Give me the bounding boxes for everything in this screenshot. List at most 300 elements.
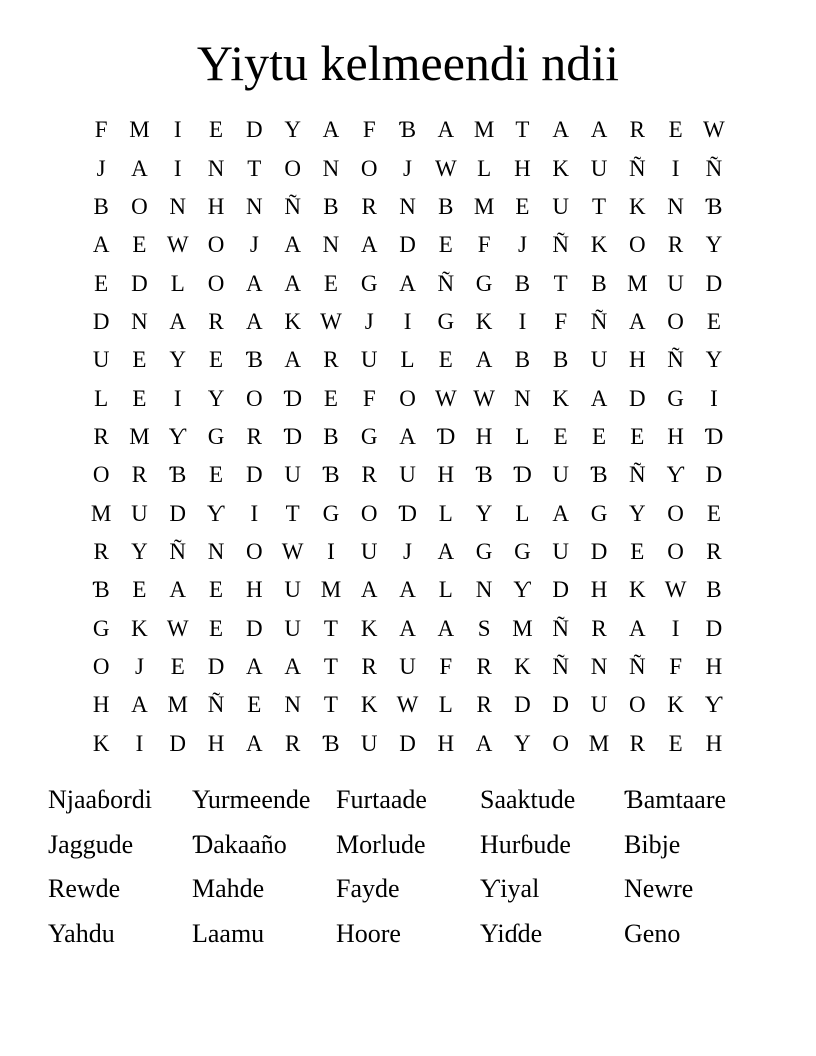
grid-letter: N xyxy=(207,538,225,564)
letter-grid xyxy=(82,111,733,763)
grid-row xyxy=(82,379,733,417)
grid-letter: K xyxy=(514,653,531,679)
grid-letter: Y xyxy=(514,730,531,756)
grid-letter: I xyxy=(250,500,259,526)
grid-letter: W xyxy=(703,117,725,143)
grid-letter: D xyxy=(628,385,646,411)
grid-letter: O xyxy=(552,730,570,756)
grid-letter: D xyxy=(246,117,263,143)
grid-letter: Y xyxy=(475,500,493,526)
grid-letter: N xyxy=(169,193,187,219)
grid-letter: D xyxy=(399,730,416,756)
grid-row xyxy=(82,648,733,686)
grid-letter: O xyxy=(284,155,301,181)
grid-letter: J xyxy=(403,538,412,564)
grid-letter: G xyxy=(360,270,378,296)
grid-letter: R xyxy=(93,423,109,449)
grid-letter: A xyxy=(360,232,378,258)
grid-letter: Ñ xyxy=(628,155,646,181)
grid-letter: A xyxy=(399,615,416,641)
grid-letter: F xyxy=(94,117,108,143)
grid-letter: L xyxy=(438,577,453,603)
grid-letter: E xyxy=(668,730,683,756)
grid-letter: M xyxy=(588,730,610,756)
grid-letter: A xyxy=(475,347,493,373)
grid-letter: O xyxy=(628,692,646,718)
word-list-item: Fayde xyxy=(336,874,400,904)
word-list-item: Yahdu xyxy=(48,919,115,949)
grid-letter: Ñ xyxy=(628,653,646,679)
grid-letter: O xyxy=(360,500,378,526)
grid-letter: G xyxy=(514,538,531,564)
word-list-item: Hurɓude xyxy=(480,829,571,859)
grid-letter: N xyxy=(322,155,340,181)
grid-letter: U xyxy=(131,500,148,526)
grid-letter: H xyxy=(246,577,263,603)
grid-letter: U xyxy=(590,692,608,718)
grid-letter: K xyxy=(628,577,646,603)
grid-letter: E xyxy=(209,462,224,488)
grid-letter: L xyxy=(400,347,415,373)
grid-letter: E xyxy=(323,270,338,296)
grid-row xyxy=(82,609,733,647)
puzzle-title: Yiytu kelmeendi ndii xyxy=(196,35,620,91)
grid-letter: E xyxy=(209,577,224,603)
grid-letter: O xyxy=(131,193,148,219)
grid-letter: A xyxy=(246,270,263,296)
grid-letter: D xyxy=(169,500,187,526)
grid-letter: A xyxy=(284,347,301,373)
grid-letter: I xyxy=(671,155,680,181)
grid-letter: A xyxy=(284,232,301,258)
grid-letter: B xyxy=(514,270,531,296)
word-list-item: Jaggude xyxy=(48,829,134,859)
grid-letter: E xyxy=(170,653,185,679)
grid-letter: U xyxy=(590,347,608,373)
grid-letter: L xyxy=(515,423,530,449)
grid-letter: J xyxy=(364,308,374,334)
grid-letter: Ñ xyxy=(628,462,646,488)
grid-row xyxy=(82,111,733,149)
grid-letter: A xyxy=(284,653,301,679)
grid-letter: O xyxy=(92,462,110,488)
grid-letter: W xyxy=(396,692,419,718)
grid-letter: B xyxy=(706,577,722,603)
grid-letter: Ñ xyxy=(207,692,225,718)
word-list-item: Morlude xyxy=(336,829,426,859)
grid-letter: M xyxy=(129,423,150,449)
grid-letter: L xyxy=(170,270,185,296)
grid-letter: N xyxy=(246,193,263,219)
grid-letter: Ñ xyxy=(552,232,570,258)
grid-letter: N xyxy=(322,232,340,258)
grid-letter: Y xyxy=(628,500,646,526)
grid-letter: D xyxy=(552,692,570,718)
grid-letter: H xyxy=(92,692,110,718)
grid-letter: A xyxy=(131,692,148,718)
grid-letter: G xyxy=(360,423,378,449)
grid-letter: I xyxy=(327,538,335,564)
grid-letter: F xyxy=(362,385,376,411)
grid-letter: I xyxy=(403,308,412,334)
word-list-item: Laamu xyxy=(192,919,265,949)
grid-letter: D xyxy=(207,653,225,679)
grid-letter: E xyxy=(706,500,721,526)
grid-letter: E xyxy=(668,117,683,143)
word-list-item: Yurmeende xyxy=(192,785,311,814)
grid-letter: E xyxy=(515,193,530,219)
grid-row xyxy=(82,418,733,456)
grid-letter: D xyxy=(399,232,416,258)
grid-letter: U xyxy=(399,653,416,679)
grid-letter: R xyxy=(629,117,645,143)
grid-letter: T xyxy=(323,615,338,641)
grid-letter: G xyxy=(590,500,608,526)
grid-letter: R xyxy=(284,730,301,756)
word-list xyxy=(48,778,768,957)
word-list-item: Ɗakaaño xyxy=(192,829,287,859)
grid-row xyxy=(82,303,733,341)
grid-letter: K xyxy=(552,385,570,411)
grid-letter: M xyxy=(512,615,533,641)
grid-letter: R xyxy=(476,692,492,718)
grid-letter: O xyxy=(207,232,225,258)
grid-letter: Ƴ xyxy=(666,462,685,488)
grid-letter: Ɗ xyxy=(704,423,724,449)
grid-letter: E xyxy=(247,692,262,718)
grid-letter: A xyxy=(437,615,455,641)
grid-letter: E xyxy=(132,385,147,411)
grid-letter: W xyxy=(434,155,457,181)
grid-letter: E xyxy=(209,117,224,143)
grid-letter: W xyxy=(473,385,495,411)
grid-row xyxy=(82,456,733,494)
grid-letter: A xyxy=(131,155,148,181)
grid-letter: A xyxy=(628,308,646,334)
grid-letter: Ɓ xyxy=(92,577,110,603)
word-list-item: Hoore xyxy=(336,919,401,949)
grid-letter: D xyxy=(590,538,608,564)
grid-letter: O xyxy=(667,308,684,334)
grid-row xyxy=(82,226,733,264)
grid-letter: E xyxy=(209,347,224,373)
grid-letter: E xyxy=(323,385,338,411)
grid-letter: O xyxy=(628,232,646,258)
grid-letter: B xyxy=(591,270,607,296)
grid-letter: I xyxy=(173,155,182,181)
grid-letter: A xyxy=(399,577,416,603)
grid-letter: Y xyxy=(705,347,723,373)
grid-letter: D xyxy=(169,730,187,756)
grid-letter: K xyxy=(284,308,301,334)
grid-letter: U xyxy=(360,538,378,564)
grid-letter: T xyxy=(323,692,338,718)
grid-letter: U xyxy=(590,155,608,181)
word-list-item: Yiɗde xyxy=(480,919,543,949)
grid-row xyxy=(82,494,733,532)
word-list-item: Njaaɓordi xyxy=(48,785,152,814)
grid-letter: U xyxy=(399,462,416,488)
grid-letter: O xyxy=(667,500,684,526)
grid-letter: N xyxy=(131,308,148,334)
grid-letter: Ñ xyxy=(169,538,187,564)
grid-letter: U xyxy=(552,462,570,488)
grid-letter: Ɓ xyxy=(398,117,417,143)
grid-letter: Ɓ xyxy=(475,462,493,488)
grid-letter: A xyxy=(628,615,646,641)
grid-letter: Ñ xyxy=(667,347,684,373)
grid-letter: K xyxy=(131,615,148,641)
grid-letter: H xyxy=(667,423,684,449)
grid-letter: M xyxy=(129,117,150,143)
grid-letter: D xyxy=(705,462,723,488)
grid-letter: A xyxy=(590,117,608,143)
grid-letter: Ñ xyxy=(552,653,570,679)
word-list-item: Geno xyxy=(624,919,681,949)
grid-letter: O xyxy=(399,385,416,411)
grid-letter: E xyxy=(706,308,721,334)
grid-letter: Ñ xyxy=(284,193,301,219)
grid-letter: Ƴ xyxy=(168,423,187,449)
grid-letter: A xyxy=(552,117,570,143)
grid-letter: U xyxy=(552,538,570,564)
grid-letter: R xyxy=(361,462,377,488)
grid-letter: N xyxy=(399,193,416,219)
grid-letter: Ɓ xyxy=(245,347,264,373)
grid-row xyxy=(82,264,733,302)
grid-letter: U xyxy=(360,347,378,373)
grid-letter: M xyxy=(473,193,495,219)
grid-letter: E xyxy=(209,615,224,641)
grid-letter: A xyxy=(360,577,378,603)
grid-letter: W xyxy=(434,385,457,411)
grid-letter: J xyxy=(249,232,259,258)
grid-letter: O xyxy=(246,538,263,564)
grid-letter: K xyxy=(628,193,646,219)
grid-letter: R xyxy=(667,232,684,258)
grid-letter: N xyxy=(207,155,225,181)
grid-letter: B xyxy=(323,423,339,449)
grid-letter: A xyxy=(284,270,301,296)
grid-letter: R xyxy=(361,193,377,219)
grid-letter: T xyxy=(591,193,607,219)
grid-letter: R xyxy=(361,653,377,679)
grid-letter: E xyxy=(132,577,147,603)
grid-letter: D xyxy=(705,270,723,296)
grid-letter: Ɓ xyxy=(705,193,723,219)
grid-letter: Y xyxy=(284,117,301,143)
grid-letter: Ɓ xyxy=(322,462,340,488)
grid-letter: H xyxy=(590,577,608,603)
grid-letter: Y xyxy=(131,538,148,564)
grid-letter: N xyxy=(514,385,531,411)
grid-letter: A xyxy=(399,423,416,449)
grid-letter: J xyxy=(403,155,412,181)
grid-row xyxy=(82,686,733,724)
grid-letter: H xyxy=(628,347,646,373)
grid-letter: H xyxy=(705,653,723,679)
grid-letter: R xyxy=(706,538,722,564)
grid-letter: R xyxy=(629,730,645,756)
grid-letter: Y xyxy=(207,385,225,411)
grid-letter: A xyxy=(590,385,608,411)
grid-letter: D xyxy=(705,615,723,641)
grid-letter: I xyxy=(671,615,680,641)
grid-letter: B xyxy=(323,193,339,219)
grid-letter: U xyxy=(284,577,301,603)
grid-letter: U xyxy=(284,615,301,641)
grid-letter: G xyxy=(475,270,493,296)
grid-letter: K xyxy=(552,155,570,181)
grid-letter: T xyxy=(553,270,568,296)
grid-letter: U xyxy=(284,462,301,488)
grid-letter: Ɗ xyxy=(436,423,456,449)
grid-letter: A xyxy=(552,500,570,526)
grid-letter: M xyxy=(90,500,112,526)
grid-letter: H xyxy=(207,730,225,756)
grid-letter: T xyxy=(285,500,300,526)
grid-letter: H xyxy=(705,730,723,756)
grid-letter: R xyxy=(476,653,492,679)
word-list-item: Furtaade xyxy=(336,785,427,814)
grid-letter: U xyxy=(552,193,570,219)
grid-letter: L xyxy=(94,385,109,411)
grid-letter: E xyxy=(132,232,147,258)
grid-letter: E xyxy=(94,270,109,296)
grid-letter: E xyxy=(438,232,453,258)
grid-letter: G xyxy=(92,615,110,641)
grid-letter: G xyxy=(475,538,493,564)
grid-letter: A xyxy=(437,117,455,143)
grid-row xyxy=(82,188,733,226)
grid-letter: Ɗ xyxy=(513,462,532,488)
grid-letter: E xyxy=(132,347,147,373)
grid-letter: Y xyxy=(169,347,187,373)
word-list-item: Ƴiyal xyxy=(480,874,540,904)
grid-letter: A xyxy=(246,730,263,756)
grid-letter: D xyxy=(552,577,570,603)
word-list-item: Ɓamtaare xyxy=(624,785,727,814)
grid-row xyxy=(82,341,733,379)
grid-letter: J xyxy=(134,653,144,679)
grid-letter: F xyxy=(669,653,682,679)
grid-letter: G xyxy=(207,423,225,449)
grid-letter: A xyxy=(169,308,187,334)
grid-letter: L xyxy=(438,500,453,526)
grid-letter: K xyxy=(590,232,608,258)
grid-letter: O xyxy=(246,385,263,411)
grid-letter: Y xyxy=(705,232,723,258)
grid-letter: F xyxy=(477,232,491,258)
grid-letter: T xyxy=(247,155,262,181)
grid-letter: R xyxy=(246,423,262,449)
word-list-item: Bibje xyxy=(624,829,681,859)
grid-letter: B xyxy=(438,193,454,219)
grid-letter: R xyxy=(131,462,148,488)
grid-letter: Ñ xyxy=(437,270,455,296)
grid-letter: Ƴ xyxy=(207,500,226,526)
grid-letter: M xyxy=(167,692,188,718)
grid-letter: B xyxy=(514,347,531,373)
grid-letter: D xyxy=(514,692,531,718)
grid-letter: R xyxy=(323,347,339,373)
grid-letter: A xyxy=(246,308,263,334)
grid-letter: W xyxy=(664,577,687,603)
grid-letter: Ɗ xyxy=(398,500,417,526)
grid-letter: S xyxy=(477,615,491,641)
grid-letter: A xyxy=(437,538,455,564)
grid-letter: L xyxy=(515,500,530,526)
grid-letter: A xyxy=(475,730,493,756)
grid-letter: Ɓ xyxy=(169,462,187,488)
grid-letter: N xyxy=(284,692,301,718)
grid-letter: D xyxy=(131,270,148,296)
grid-letter: N xyxy=(475,577,493,603)
grid-letter: K xyxy=(475,308,493,334)
grid-letter: B xyxy=(553,347,569,373)
grid-letter: I xyxy=(135,730,144,756)
grid-letter: D xyxy=(246,462,263,488)
grid-letter: Ñ xyxy=(705,155,723,181)
grid-letter: F xyxy=(439,653,453,679)
grid-letter: Ɗ xyxy=(283,423,302,449)
grid-letter: K xyxy=(360,615,378,641)
grid-letter: W xyxy=(166,232,189,258)
grid-letter: J xyxy=(96,155,106,181)
grid-letter: I xyxy=(710,385,718,411)
grid-letter: G xyxy=(437,308,455,334)
grid-letter: F xyxy=(554,308,568,334)
grid-letter: K xyxy=(667,692,684,718)
grid-letter: I xyxy=(173,385,182,411)
grid-letter: E xyxy=(630,423,645,449)
grid-row xyxy=(82,725,733,763)
grid-letter: A xyxy=(399,270,416,296)
grid-letter: H xyxy=(475,423,493,449)
grid-letter: U xyxy=(667,270,684,296)
word-list-item: Saaktude xyxy=(480,785,576,814)
grid-letter: Ƴ xyxy=(513,577,532,603)
grid-letter: Ñ xyxy=(590,308,608,334)
grid-letter: K xyxy=(92,730,110,756)
grid-letter: U xyxy=(92,347,110,373)
grid-letter: W xyxy=(320,308,342,334)
grid-letter: N xyxy=(590,653,608,679)
grid-letter: M xyxy=(627,270,648,296)
grid-letter: N xyxy=(667,193,684,219)
grid-letter: W xyxy=(281,538,304,564)
grid-letter: E xyxy=(553,423,568,449)
grid-letter: E xyxy=(591,423,607,449)
grid-letter: O xyxy=(92,653,110,679)
grid-letter: D xyxy=(246,615,263,641)
grid-letter: K xyxy=(360,692,378,718)
grid-letter: F xyxy=(362,117,376,143)
grid-letter: A xyxy=(322,117,340,143)
grid-letter: O xyxy=(207,270,225,296)
grid-letter: R xyxy=(93,538,109,564)
grid-letter: D xyxy=(92,308,110,334)
grid-row xyxy=(82,571,733,609)
grid-letter: R xyxy=(591,615,607,641)
grid-letter: L xyxy=(477,155,492,181)
grid-letter: O xyxy=(667,538,684,564)
grid-letter: L xyxy=(438,692,453,718)
grid-letter: Ƴ xyxy=(704,692,723,718)
grid-letter: A xyxy=(246,653,263,679)
grid-letter: I xyxy=(518,308,527,334)
grid-row xyxy=(82,533,733,571)
